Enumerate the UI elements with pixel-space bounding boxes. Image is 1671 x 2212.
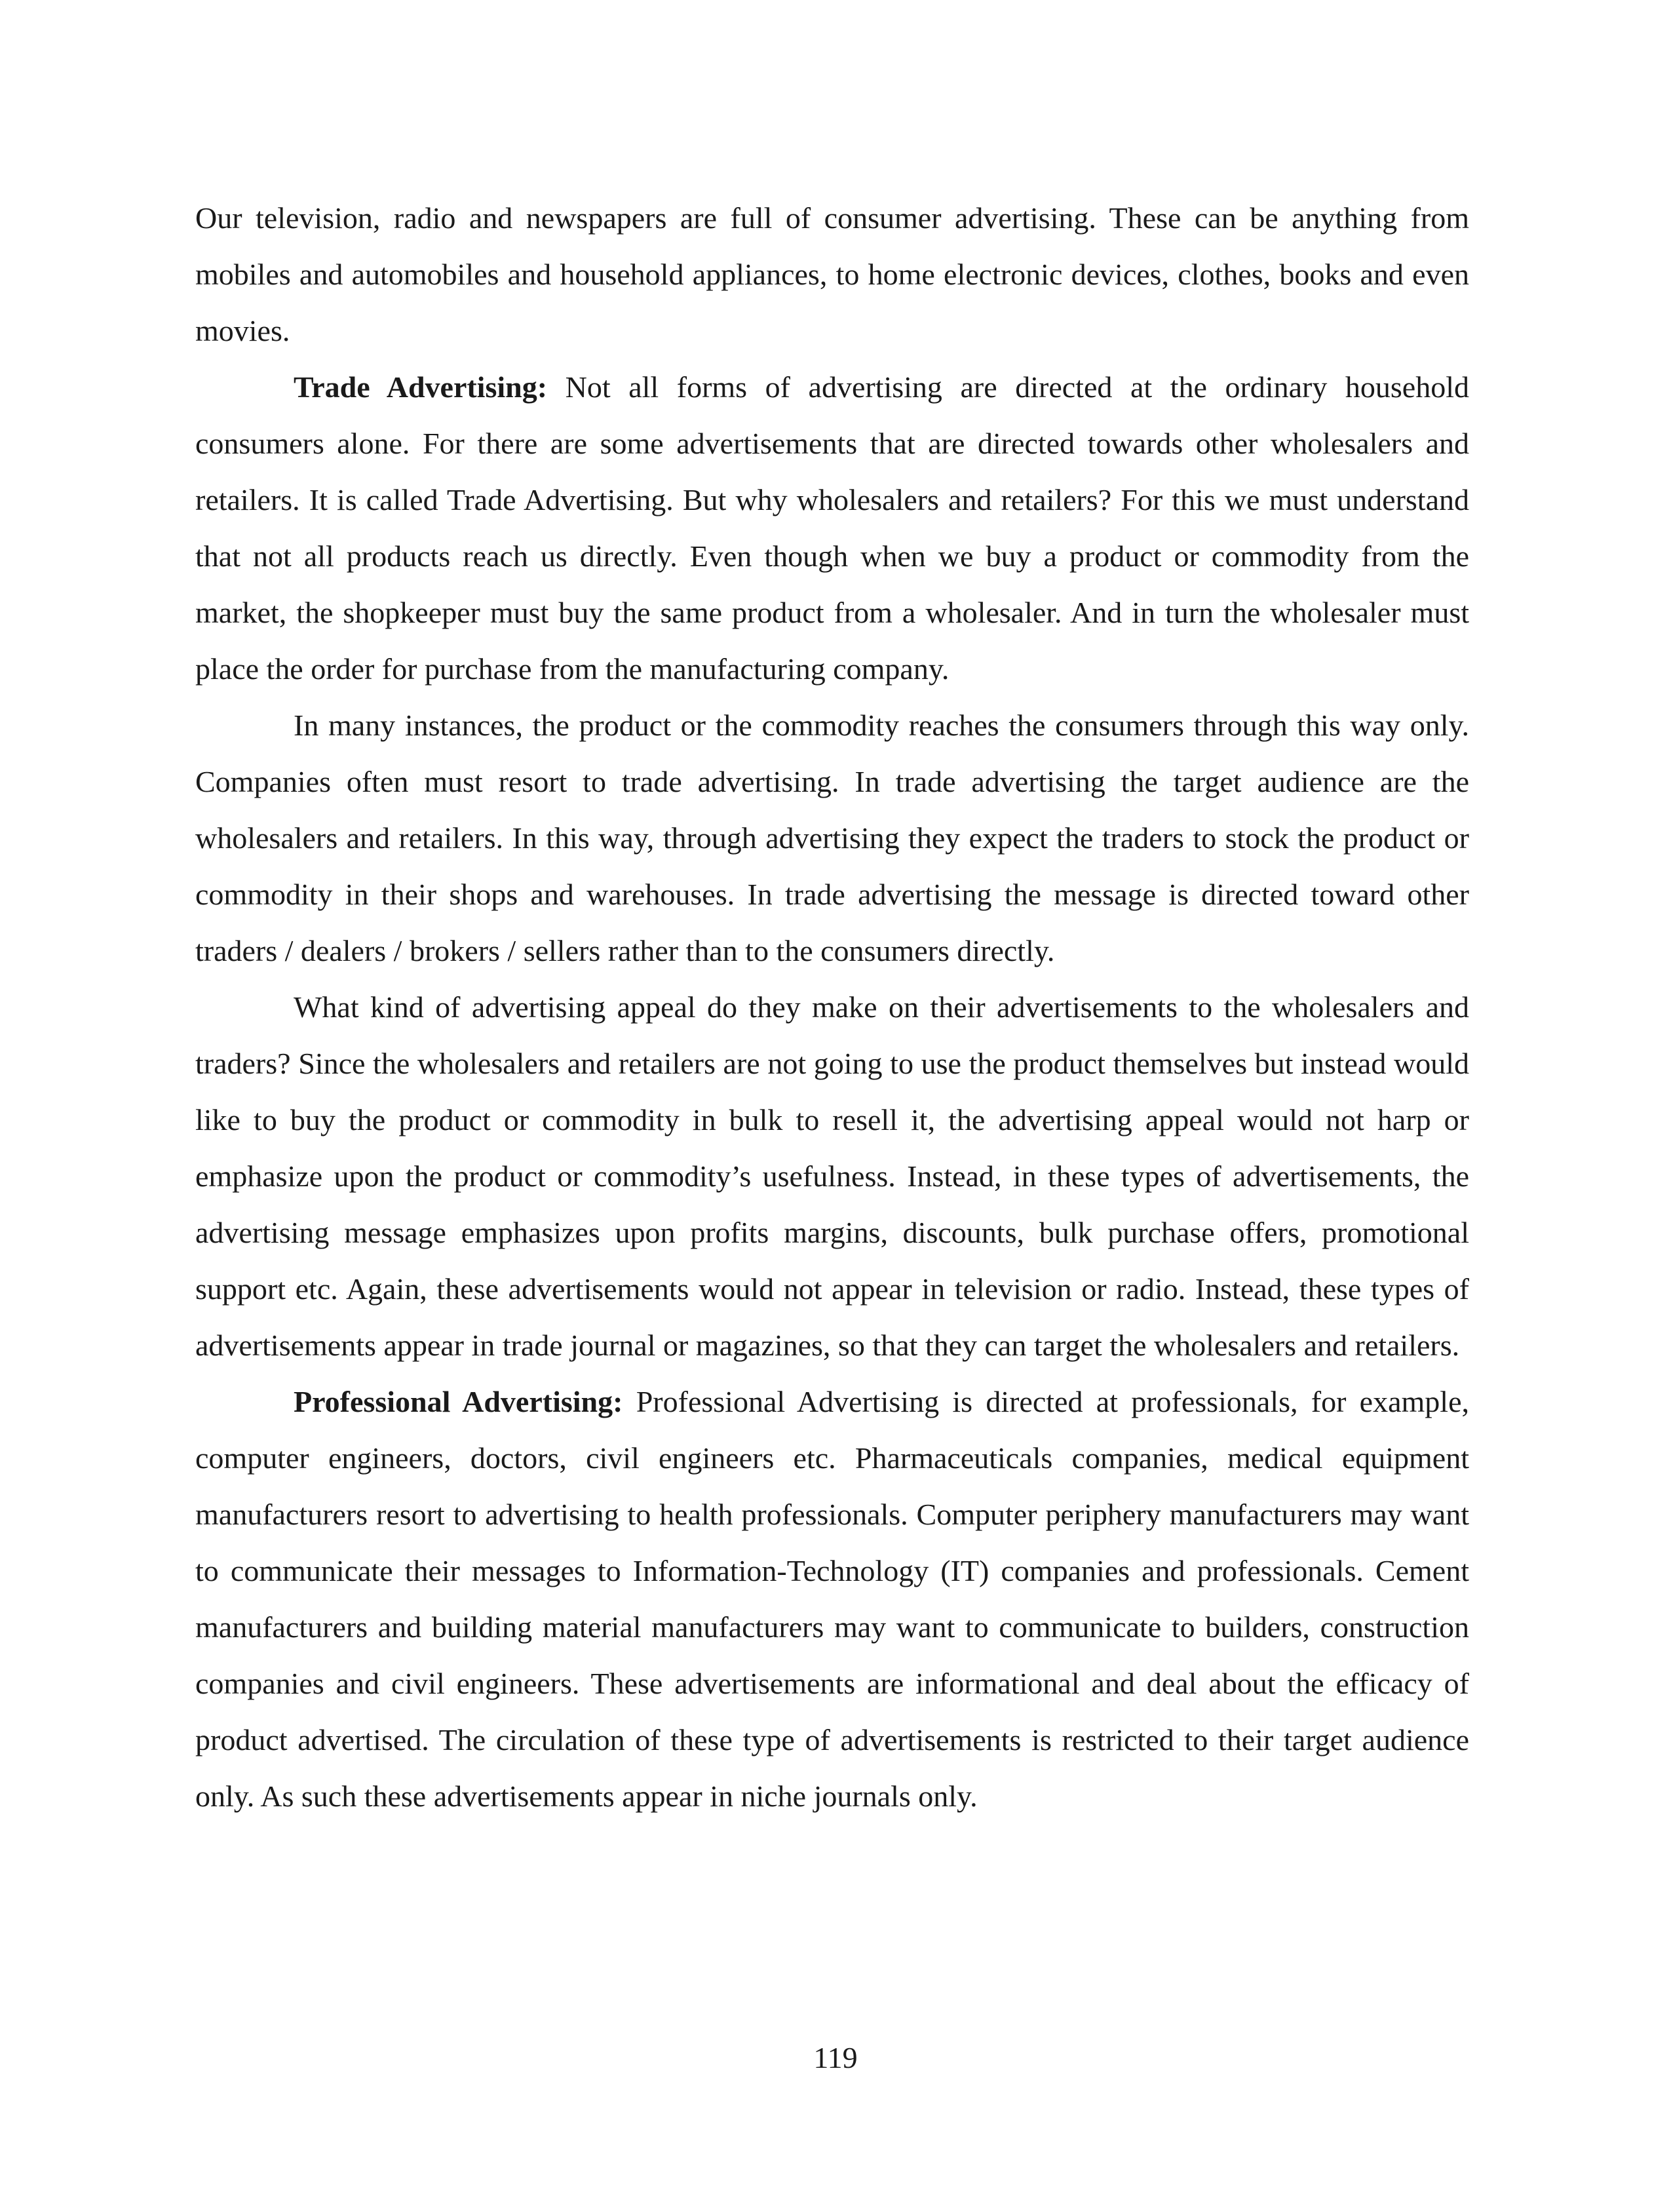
paragraph-text: Professional Advertising is directed at professionals, for example, computer engineers, doctors, civil engineers etc. Pharmaceuticals companies, medical equipment manufacturers resort to advertising to health professionals. Computer periphery manufacturers may want to communicate their messages to Information-Technology (IT) companies and professionals. Cement manufacturers and building material manufacturers may want to communicate to builders, construction companies and civil engineers. These advertisements are informational and deal about the efficacy of product advertised. The circulation of these type of advertisements is restricted to their target audience only. As such these advertisements appear in niche journals only.	[195, 1385, 1469, 1813]
paragraph-text: In many instances, the product or the commodity reaches the consumers through this way only. Companies often must resort to trade advertising. In trade advertising the target audience are the wholesalers and retailers. In this way, through advertising they expect the traders to stock the product or commodity in their shops and warehouses. In trade advertising the message is directed toward other traders / dealers / brokers / sellers rather than to the consumers directly.	[195, 708, 1469, 967]
paragraph-trade-advertising	[195, 359, 1469, 697]
paragraph-professional-advertising	[195, 1374, 1469, 1825]
paragraph-text: Not all forms of advertising are directed at the ordinary household consumers alone. For there are some advertisements that are directed towards other wholesalers and retailers. It is called Trade Advertising. But why wholesalers and retailers? For this we must understand that not all products reach us directly. Even though when we buy a product or commodity from the market, the shopkeeper must buy the same product from a wholesaler. And in turn the wholesaler must place the order for purchase from the manufacturing company.	[195, 370, 1469, 686]
page-body	[195, 190, 1469, 1825]
page-number: 119	[813, 2041, 858, 2074]
section-heading-professional-advertising: Professional Advertising:	[294, 1385, 623, 1418]
paragraph-text: Our television, radio and newspapers are full of consumer advertising. These can be anything from mobiles and automobiles and household appliances, to home electronic devices, clothes, books and even movies.	[195, 201, 1469, 347]
paragraph-trade-channel	[195, 697, 1469, 979]
paragraph-trade-appeal	[195, 979, 1469, 1374]
paragraph-consumer-advertising	[195, 190, 1469, 359]
paragraph-text: What kind of advertising appeal do they make on their advertisements to the wholesalers and traders? Since the wholesalers and retailers are not going to use the product themselves but instead would like to buy the product or commodity in bulk to resell it, the advertising appeal would not harp or emphasize upon the product or commodity’s usefulness. Instead, in these types of advertisements, the advertising message emphasizes upon profits margins, discounts, bulk purchase offers, promotional support etc. Again, these advertisements would not appear in television or radio. Instead, these types of advertisements appear in trade journal or magazines, so that they can target the wholesalers and retailers.	[195, 990, 1469, 1362]
section-heading-trade-advertising: Trade Advertising:	[294, 370, 548, 404]
